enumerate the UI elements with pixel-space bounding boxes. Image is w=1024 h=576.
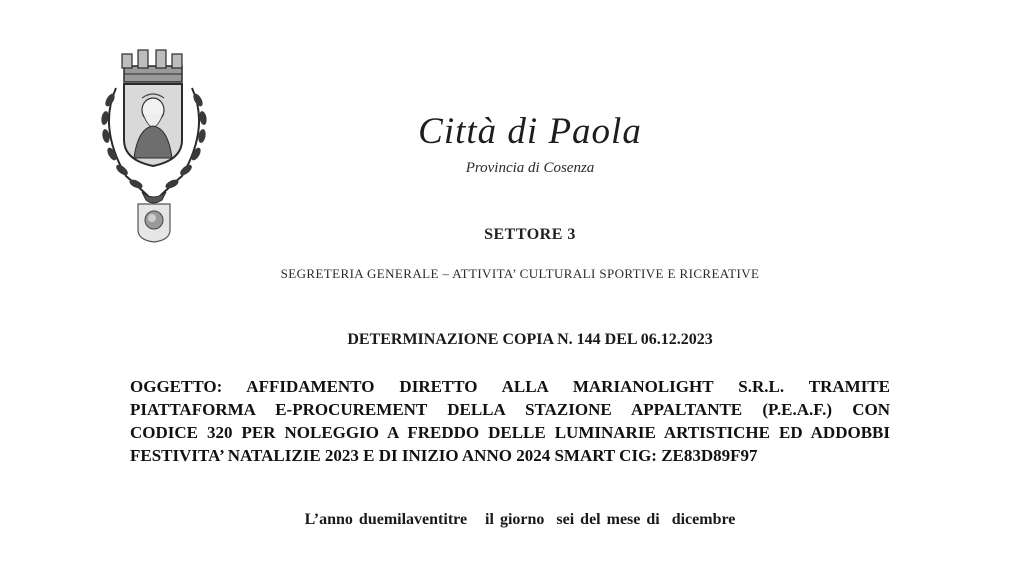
determination-title: DETERMINAZIONE COPIA N. 144 DEL 06.12.2023 [347, 331, 713, 348]
subject-line: FESTIVITA’ NATALIZIE 2023 E DI INIZIO ANNO 2024 SMART CIG: ZE83D89F97 [130, 446, 758, 465]
opening-sentence: L’anno duemilaventitre il giorno sei del mese di dicembre [304, 511, 736, 528]
coat-of-arms-icon [86, 48, 222, 244]
department-heading: SEGRETERIA GENERALE – ATTIVITA’ CULTURALI SPORTIVE E RICREATIVE [280, 266, 760, 281]
subject-paragraph [130, 375, 890, 467]
province-subtitle: Provincia di Cosenza [465, 160, 595, 176]
crown-icon [122, 50, 182, 82]
subject-line: PIATTAFORMA E-PROCUREMENT DELLA STAZIONE APPALTANTE (P.E.A.F.) CON [130, 400, 890, 419]
sector-heading: SETTORE 3 [484, 226, 576, 243]
subject-line: OGGETTO: AFFIDAMENTO DIRETTO ALLA MARIANOLIGHT S.R.L. TRAMITE [130, 377, 890, 396]
city-title: Città di Paola [418, 111, 642, 152]
subject-line: CODICE 320 PER NOLEGGIO A FREDDO DELLE LUMINARIE ARTISTICHE ED ADDOBBI [130, 423, 890, 442]
medallion-icon [138, 204, 170, 242]
